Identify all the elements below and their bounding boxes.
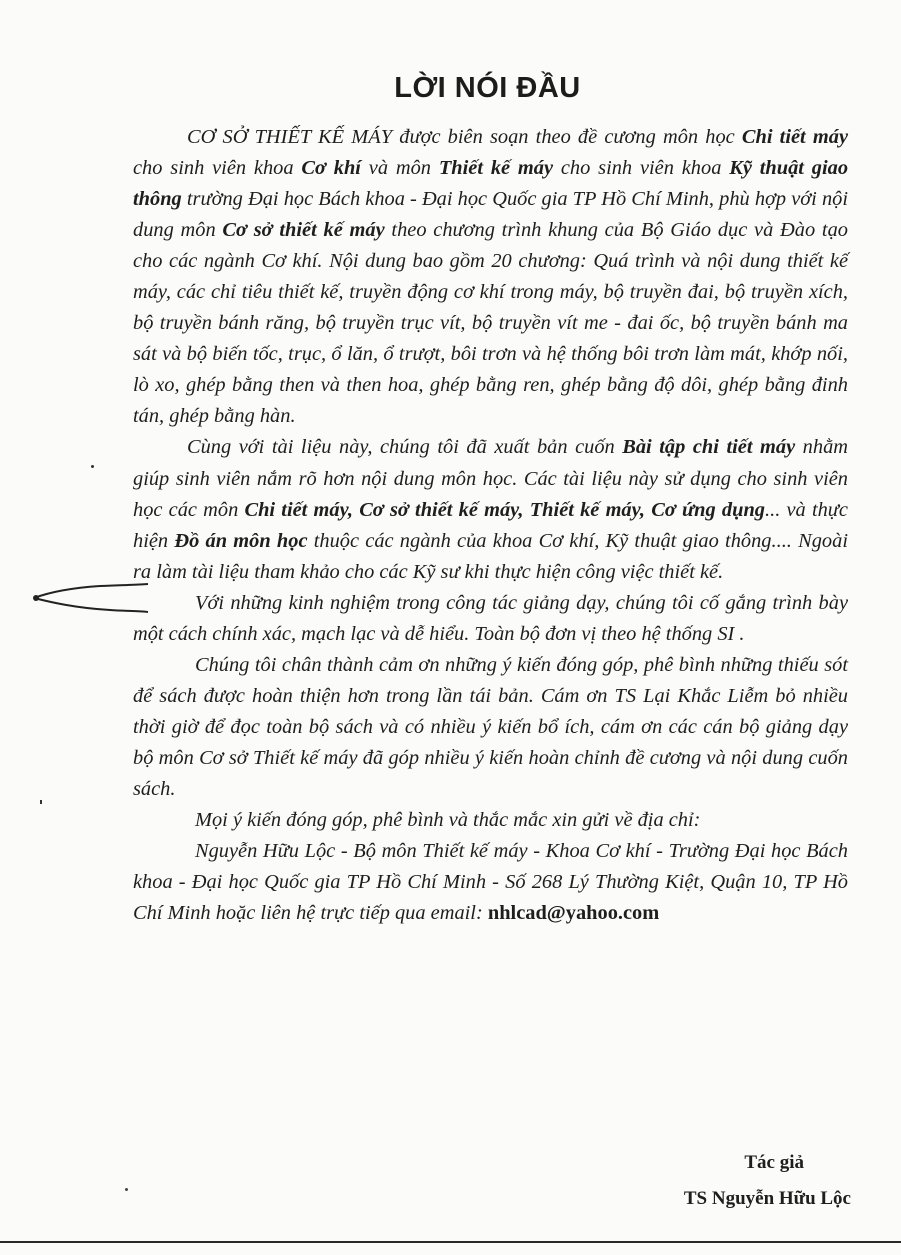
text-run: nhằm giúp sinh viên nắm rõ hơn nội dung môn học. Các tài liệu này sử dụng cho sinh viên học các môn: [133, 436, 848, 521]
paragraph-3: Với những kinh nghiệm trong công tác giảng dạy, chúng tôi cố gắng trình bày một cách chính xác, mạch lạc và dễ hiểu. Toàn bộ đơn vị theo hệ thống SI .: [133, 591, 848, 645]
pen-mark-icon: [30, 578, 150, 618]
speck: [125, 1188, 128, 1191]
signature-name: TS Nguyễn Hữu Lộc: [683, 1188, 851, 1209]
text-run: thuộc các ngành của khoa Cơ khí, Kỹ thuật giao thông.... Ngoài ra làm tài liệu tham khảo cho các Kỹ sư khi thực hiện công việc thiết kế.: [133, 529, 848, 583]
text-run: và môn: [360, 157, 439, 180]
paragraph-4: Chúng tôi chân thành cảm ơn những ý kiến đóng góp, phê bình những thiếu sót để sách được hoàn thiện hơn trong lần tái bản. Cám ơn TS Lại Khắc Liễm bỏ nhiều thời giờ để đọc toàn bộ sách và có nhiều ý kiến bổ ích, cám ơn các cán bộ giảng dạy bộ môn Cơ sở Thiết kế máy đã góp nhiều ý kiến hoàn chỉnh đề cương và nội dung cuốn sách.: [133, 653, 848, 800]
book-name: Bài tập chi tiết máy: [622, 436, 796, 459]
subject-list: Chi tiết máy, Cơ sở thiết kế máy, Thiết kế máy, Cơ ứng dụng: [244, 498, 765, 521]
subject-name: Cơ sở thiết kế máy: [222, 219, 385, 242]
text-run: ... và thực hiện: [133, 498, 848, 552]
text-run: cho sinh viên khoa: [553, 157, 730, 180]
foreword-body: [133, 122, 848, 929]
address-text: Nguyễn Hữu Lộc - Bộ môn Thiết kế máy - Khoa Cơ khí - Trường Đại học Bách khoa - Đại học Quốc gia TP Hồ Chí Minh - Số 268 Lý Thường Kiệt, Quận 10, TP Hồ Chí Minh hoặc liên hệ trực tiếp qua email:: [133, 840, 848, 925]
text-run: Cùng với tài liệu này, chúng tôi đã xuất bản cuốn: [187, 436, 623, 459]
speck: [91, 465, 94, 468]
project-name: Đồ án môn học: [174, 529, 308, 552]
faculty-name: Kỹ thuật giao thông: [133, 157, 849, 211]
page-bottom-rule: [0, 1241, 901, 1243]
paragraph-6: [133, 836, 848, 929]
page-title: LỜI NÓI ĐẦU: [394, 72, 581, 104]
paragraph-2: [133, 432, 848, 587]
text-run: được biên soạn theo đề cương môn học: [392, 126, 742, 148]
faculty-name: Cơ khí: [301, 157, 361, 180]
paragraph-5: Mọi ý kiến đóng góp, phê bình và thắc mắc xin gửi về địa chỉ:: [195, 809, 701, 832]
text-run: trường Đại học Bách khoa - Đại học Quốc gia TP Hồ Chí Minh, phù hợp với nội dung môn: [133, 188, 848, 242]
signature-role: Tác giả: [744, 1152, 804, 1173]
email-address: nhlcad@yahoo.com: [487, 902, 660, 925]
text-run: theo chương trình khung của Bộ Giáo dục và Đào tạo cho các ngành Cơ khí. Nội dung bao gồm 20 chương: Quá trình và nội dung thiết kế máy, các chỉ tiêu thiết kế, truyền động cơ khí trong máy, bộ truyền đai, bộ truyền xích, bộ truyền bánh răng, bộ truyền trục vít, bộ truyền vít me - đai ốc, bộ truyền bánh ma sát và bộ biến tốc, trục, ổ lăn, ổ trượt, bôi trơn và hệ thống bôi trơn làm mát, khớp nối, lò xo, ghép bằng then và then hoa, ghép bằng ren, ghép bằng độ dôi, ghép bằng đinh tán, ghép bằng hàn.: [133, 219, 848, 428]
subject-name: Thiết kế máy: [438, 157, 554, 180]
paragraph-1: [133, 122, 848, 432]
book-title-text: CƠ SỞ THIẾT KẾ MÁY: [187, 126, 393, 148]
text-run: cho sinh viên khoa: [133, 157, 302, 180]
subject-name: Chi tiết máy: [741, 126, 848, 148]
speck: [40, 800, 42, 804]
